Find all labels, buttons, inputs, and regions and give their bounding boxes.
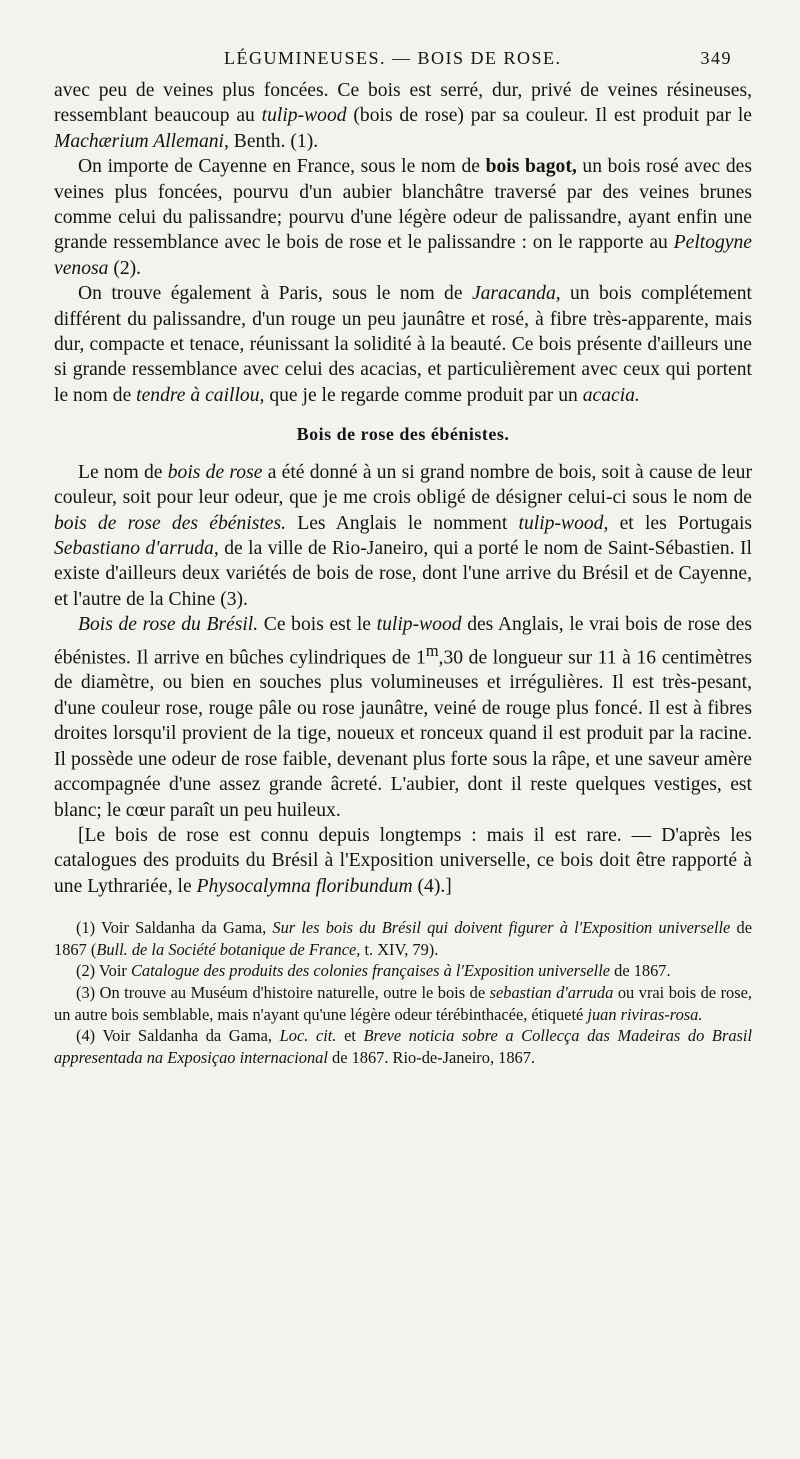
text-run: des Anglais, le vrai bois de rose des ébénistes. Il arrive en bûches cylindriques de 1	[54, 614, 752, 669]
section-title: Bois de rose des ébénistes.	[296, 424, 510, 445]
paragraph-5	[54, 612, 752, 823]
italic-run: Sur les bois du Brésil qui doivent figurer à l'Exposition universelle	[272, 918, 731, 938]
text-run: [Le bois de rose est connu depuis longtemps : mais il est rare. — D'après les catalogues des produits du Brésil à l'Exposition universelle, ce bois doit être rapporté à une Lythrariée, le	[54, 824, 752, 897]
italic-run: sebastian d'arruda	[489, 982, 614, 1002]
footnote-4	[54, 1025, 752, 1068]
italic-run: Machærium Allemani,	[54, 130, 229, 152]
italic-run: Loc. cit.	[279, 1026, 337, 1046]
italic-run: tulip-wood	[261, 105, 347, 127]
superscript-unit: m	[425, 640, 439, 660]
footnote-1	[54, 917, 752, 960]
text-run: a été donné à un si grand nombre de bois, soit à cause de leur couleur, soit pour leur odeur, que je me crois obligé de désigner celui-ci sous le nom de	[54, 461, 752, 509]
text-run: Le nom de	[78, 461, 168, 483]
paragraph-3	[54, 281, 752, 408]
italic-run: Breve noticia sobre a Collecça das Madeiras do Brasil appresentada na Exposiçao internacional	[54, 1026, 752, 1067]
footnotes	[54, 917, 752, 1068]
running-title: LÉGUMINEUSES. — BOIS DE ROSE.	[224, 48, 562, 68]
italic-run: tulip-wood,	[518, 512, 609, 534]
text-run: (bois de rose) par sa couleur. Il est produit par le	[346, 105, 752, 127]
italic-run: juan riviras-rosa.	[587, 1004, 703, 1024]
footnote-3	[54, 982, 752, 1025]
italic-run: Bois de rose du Brésil.	[78, 614, 259, 636]
paragraph-4	[54, 460, 752, 612]
body-text	[54, 78, 752, 899]
text-run: ,30 de longueur sur 11 à 16 centimètres de diamètre, ou bien en souches plus volumineuses et irrégulières. Il est très-pesant, d'une couleur rose, rouge pâle ou rose jaunâtre, veiné de rouge plus foncé. Il est à fibres droites lorsqu'il provient de la tige, noueux et ronceux quand il est produit par la racine. Il possède une odeur de rose faible, devenant plus forte sous la râpe, et une saveur amère accompagnée d'une assez grande âcreté. L'aubier, dont il reste quelques vestiges, est blanc; le cœur paraît un peu huileux.	[54, 647, 752, 821]
page-number: 349	[700, 48, 732, 68]
text-run: (4).]	[412, 875, 452, 897]
italic-run: tendre à caillou,	[136, 384, 265, 406]
italic-run: Catalogue des produits des colonies françaises à l'Exposition universelle	[130, 961, 611, 981]
text-run: t. XIV, 79).	[360, 939, 439, 959]
text-run: On trouve également à Paris, sous le nom de	[78, 283, 472, 305]
text-run: Les Anglais le nomment	[286, 512, 519, 534]
text-run: et	[336, 1026, 364, 1046]
paragraph-2	[54, 154, 752, 281]
italic-run: bois de rose des ébénistes.	[54, 512, 286, 534]
text-run: avec peu de veines plus foncées. Ce bois est serré, dur, privé de veines résineuses, ressemblant beaucoup au	[54, 80, 752, 127]
text-run: de 1867.	[610, 961, 671, 981]
italic-run: Physocalymna floribundum	[196, 875, 413, 897]
paragraph-1	[54, 78, 752, 154]
text-run: (2) Voir	[76, 961, 131, 981]
text-run: ou vrai bois de rose, un autre bois semblable, mais n'ayant qu'une légère odeur térébinthacée, étiqueté	[54, 982, 752, 1024]
footnote-2	[54, 960, 752, 982]
text-run: et les Portugais	[608, 512, 753, 534]
italic-run: Jaracanda,	[471, 283, 561, 305]
text-run: un bois rosé avec des veines plus foncées, pourvu d'un aubier blanchâtre traversé par des veines brunes comme celui du palissandre; pourvu d'une légère odeur de palissandre, ayant enfin une grande ressemblance avec le bois de rose et le palissandre : on le rapporte au	[54, 156, 752, 254]
text-run: de la ville de Rio-Janeiro, qui a porté le nom de Saint-Sébastien. Il existe d'ailleurs deux variétés de bois de rose, dont l'une arrive du Brésil et de Cayenne, et l'autre de la Chine (3).	[54, 537, 753, 610]
text-run: Benth. (1).	[228, 130, 319, 152]
text-run: un bois complétement différent du palissandre, d'un rouge un peu jaunâtre et rosé, à fibre très-apparente, mais dur, compacte et tenace, réunissant la solidité à la beauté. Ce bois présente d'ailleurs une si grande ressemblance avec celui des acacias, et particulièrement avec ceux qui portent le nom de	[54, 283, 752, 406]
bold-run: bois bagot,	[485, 156, 577, 178]
text-run: que je le regarde comme produit par un	[264, 384, 583, 406]
text-run: de 1867 (	[54, 918, 752, 959]
running-head	[54, 44, 752, 78]
italic-run: Peltogyne venosa	[54, 232, 752, 279]
text-run: On importe de Cayenne en France, sous le nom de	[78, 156, 486, 178]
text-run: (2).	[108, 257, 142, 279]
italic-run: acacia.	[582, 384, 640, 406]
italic-run: tulip-wood	[376, 614, 462, 636]
text-run: (1) Voir Saldanha da Gama,	[76, 918, 273, 938]
text-run: (3) On trouve au Muséum d'histoire naturelle, outre le bois de	[76, 982, 490, 1002]
text-run: (4) Voir Saldanha da Gama,	[76, 1026, 280, 1046]
text-run: de 1867. Rio-de-Janeiro, 1867.	[327, 1047, 536, 1067]
paragraph-6	[54, 823, 752, 899]
text-run: Ce bois est le	[258, 614, 377, 636]
italic-run: Sebastiano d'arruda,	[54, 537, 219, 559]
italic-run: bois de rose	[167, 461, 263, 483]
italic-run: Bull. de la Société botanique de France,	[96, 939, 361, 959]
